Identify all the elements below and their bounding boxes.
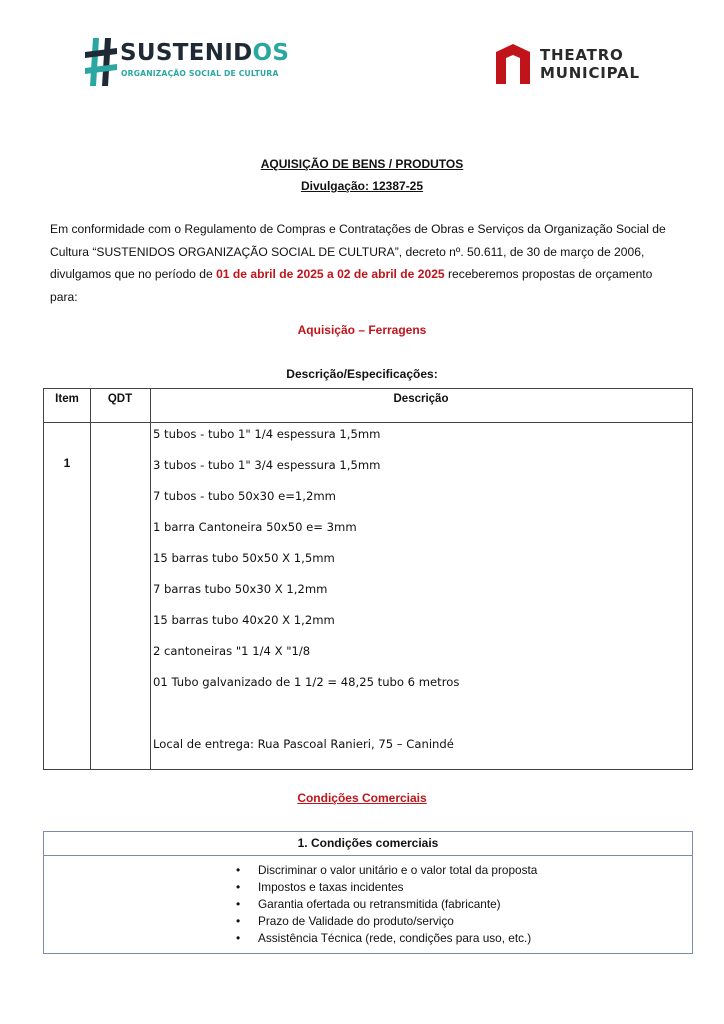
table-divider (90, 389, 91, 769)
delivery-location: Local de entrega: Rua Pascoal Ranieri, 75 – Canindé (153, 737, 454, 751)
list-item: • Garantia ofertada ou retransmitida (fabricante) (234, 896, 537, 913)
list-item: • Assistência Técnica (rede, condições para uso, etc.) (234, 930, 537, 947)
document-title: AQUISIÇÃO DE BENS / PRODUTOS (260, 157, 464, 171)
box-divider (44, 855, 692, 856)
description-line: 15 barras tubo 50x50 X 1,5mm (153, 551, 335, 565)
row-item-number: 1 (63, 456, 71, 470)
header-item: Item (55, 393, 79, 405)
description-line: 7 tubos - tubo 50x30 e=1,2mm (153, 489, 336, 503)
description-line: 3 tubos - tubo 1" 3/4 espessura 1,5mm (153, 458, 381, 472)
theatro-text: THEATRO (540, 46, 624, 64)
section-title-condicoes: Condições Comerciais (297, 791, 427, 805)
list-item: • Prazo de Validade do produto/serviço (234, 913, 537, 930)
description-line: 1 barra Cantoneira 50x50 e= 3mm (153, 520, 357, 534)
table-divider (44, 422, 692, 423)
intro-period: 01 de abril de 2025 a 02 de abril de 2025 (216, 267, 445, 281)
intro-text-2: receberemos propostas de orçamento para: (50, 267, 653, 304)
description-line: 01 Tubo galvanizado de 1 1/2 = 48,25 tubo 6 metros (153, 675, 460, 689)
items-table (43, 388, 693, 770)
description-line: 2 cantoneiras "1 1/4 X "1/8 (153, 644, 311, 658)
sustenidos-subtitle: ORGANIZAÇÃO SOCIAL DE CULTURA (121, 69, 279, 78)
sustenidos-logo (84, 36, 290, 88)
intro-paragraph (50, 218, 680, 308)
section-title-aquisicao: Aquisição – Ferragens (297, 323, 427, 337)
header-descricao: Descrição (393, 393, 449, 405)
hash-icon (84, 36, 118, 88)
theatro-municipal-logo (496, 44, 661, 88)
commercial-conditions-heading: 1. Condições comerciais (297, 836, 439, 850)
table-title: Descrição/Especificações: (286, 367, 438, 381)
sustenidos-wordmark: SUSTENIDOS (120, 40, 290, 66)
municipal-text: MUNICIPAL (540, 64, 640, 82)
header-qdt: QDT (107, 393, 133, 405)
theatro-arch-icon (496, 44, 530, 84)
description-line: 5 tubos - tubo 1" 1/4 espessura 1,5mm (153, 427, 381, 441)
table-divider (150, 389, 151, 769)
description-line: 7 barras tubo 50x30 X 1,2mm (153, 582, 328, 596)
commercial-conditions-box (43, 831, 693, 954)
description-line: 15 barras tubo 40x20 X 1,2mm (153, 613, 335, 627)
intro-text-1: Em conformidade com o Regulamento de Compras e Contratações de Obras e Serviços da Organização Social de Cultura “SUSTENIDOS ORGANIZAÇÃO SOCIAL DE CULTURA”, decreto nº. 50.611, de 30 de março de 2006, divulgamos que no período de (50, 222, 666, 281)
list-item: • Impostos e taxas incidentes (234, 879, 537, 896)
divulgacao-number: Divulgação: 12387-25 (300, 179, 424, 193)
list-item: • Discriminar o valor unitário e o valor total da proposta (234, 862, 537, 879)
commercial-conditions-list (234, 862, 537, 947)
